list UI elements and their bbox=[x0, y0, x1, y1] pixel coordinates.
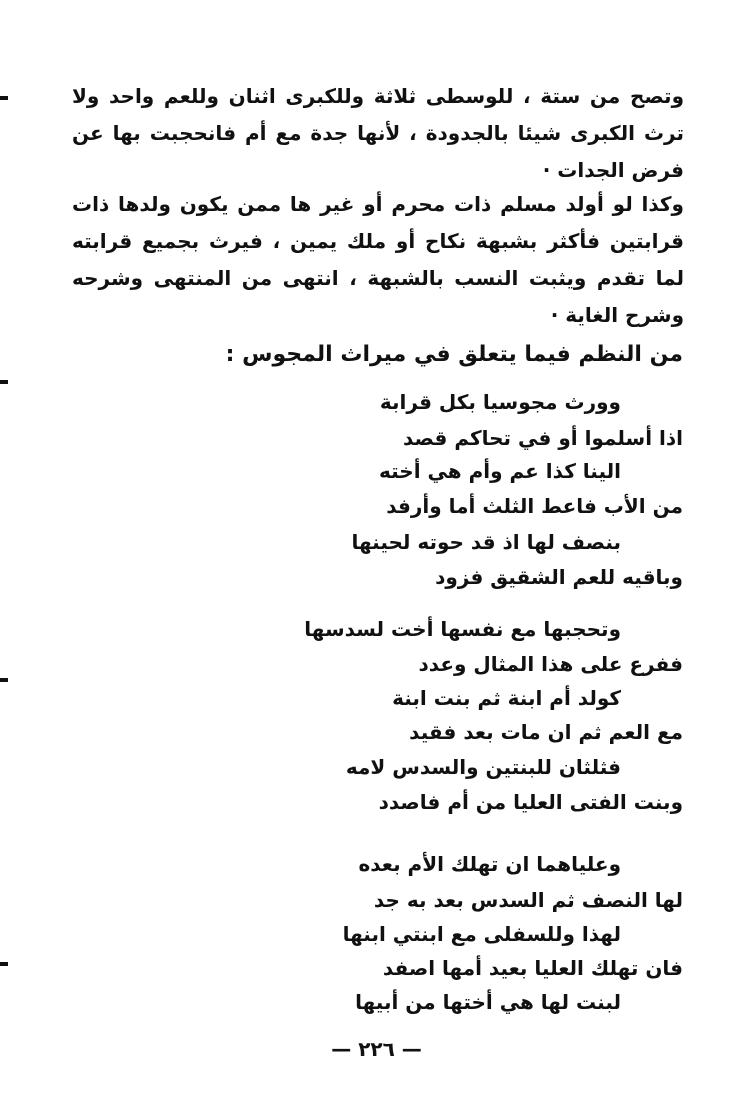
verse-line: فان تهلك العليا بعيد أمها اصفد bbox=[382, 956, 683, 980]
page-number: — ٢٢٦ — bbox=[331, 1037, 422, 1061]
margin-mark bbox=[0, 380, 8, 384]
verse-line: من الأب فاعط الثلث أما وأرفد bbox=[386, 494, 683, 518]
verse-line: وبنت الفتى العليا من أم فاصدد bbox=[378, 790, 683, 814]
verse-line: لهذا وللسفلى مع ابنتي ابنها bbox=[342, 922, 621, 946]
verse-line: وباقيه للعم الشقيق فزود bbox=[435, 565, 683, 589]
verse-line: مع العم ثم ان مات بعد فقيد bbox=[409, 720, 683, 744]
verse-line: بنصف لها اذ قد حوته لحينها bbox=[351, 530, 621, 554]
verse-line: لها النصف ثم السدس بعد به جد bbox=[373, 888, 683, 912]
margin-mark bbox=[0, 96, 8, 100]
verse-line: ففرع على هذا المثال وعدد bbox=[418, 652, 683, 676]
verse-line: لبنت لها هي أختها من أبيها bbox=[355, 990, 621, 1014]
verse-line: وورث مجوسيا بكل قرابة bbox=[379, 390, 621, 414]
verse-line: وعلياهما ان تهلك الأم بعده bbox=[358, 852, 621, 876]
margin-mark bbox=[0, 678, 8, 682]
verse-line: كولد أم ابنة ثم بنت ابنة bbox=[392, 686, 621, 710]
section-heading: من النظم فيما يتعلق في ميراث المجوس : bbox=[225, 342, 683, 367]
verse-line: وتحجبها مع نفسها أخت لسدسها bbox=[304, 617, 621, 641]
verse-line: اذا أسلموا أو في تحاكم قصد bbox=[403, 426, 683, 450]
paragraph-2: وكذا لو أولد مسلم ذات محرم أو غير ها ممن يكون ولدها ذات قرابتين فأكثر بشبهة نكاح أو ملك يمين ، فيرث بجميع قرابته لما تقدم ويثبت النسب بالشبهة ، انتهى من المنتهى وشرحه وشرح الغاية · bbox=[72, 192, 684, 327]
margin-mark bbox=[0, 962, 8, 966]
verse-line: فثلثان للبنتين والسدس لامه bbox=[345, 755, 621, 779]
paragraph-1: وتصح من ستة ، للوسطى ثلاثة وللكبرى اثنان وللعم واحد ولا ترث الكبرى شيئا بالجدودة ، لأنها جدة مع أم فانحجبت بها عن فرض الجدات · bbox=[72, 84, 684, 182]
verse-line: الينا كذا عم وأم هي أخته bbox=[378, 459, 621, 483]
